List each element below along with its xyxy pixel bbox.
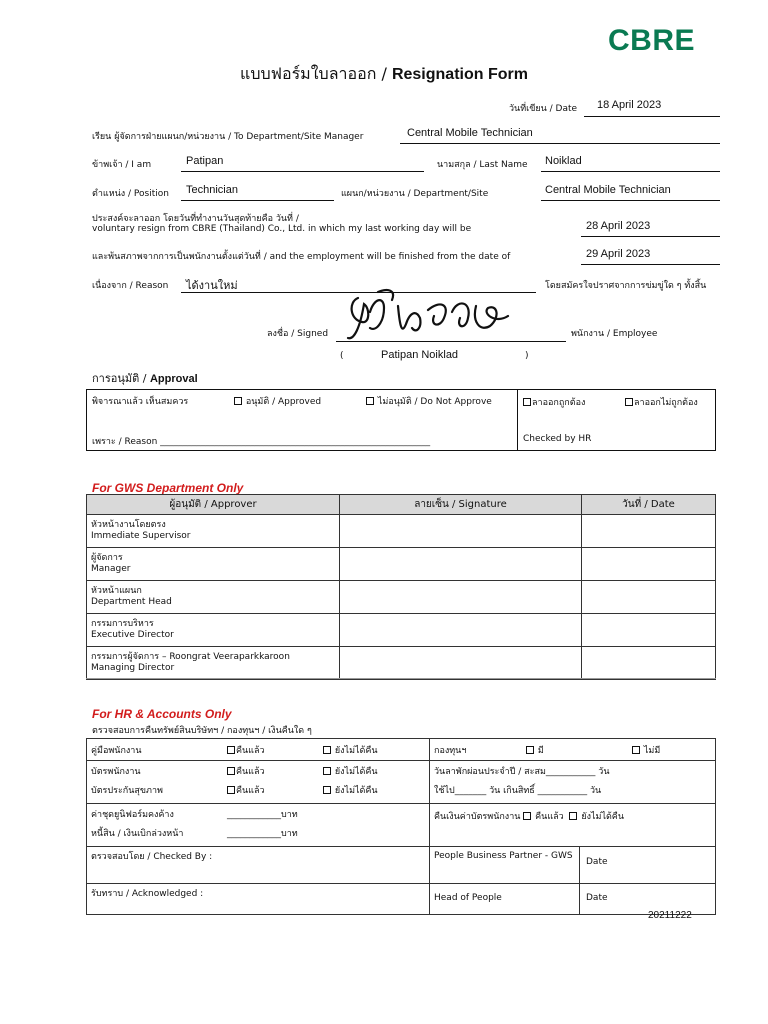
- table-row: [87, 614, 716, 647]
- not-returned-checkbox[interactable]: [323, 767, 331, 775]
- approved-option[interactable]: [234, 394, 321, 408]
- fund-have-option[interactable]: [526, 743, 632, 757]
- checked-by-cell[interactable]: [87, 847, 430, 884]
- table-row: [87, 761, 716, 804]
- card-refund-returned-text: คืนแล้ว: [535, 812, 564, 822]
- acknowledged-cell[interactable]: [87, 884, 430, 915]
- approver-thai: ผู้จัดการ: [91, 553, 123, 563]
- last-day-value[interactable]: 28 April 2023: [586, 220, 651, 232]
- not-returned-text: ยังไม่ได้คืน: [334, 767, 378, 777]
- voluntary-note: โดยสมัครใจปราศจากการข่มขู่ใด ๆ ทั้งสิ้น: [545, 281, 707, 291]
- date-cell[interactable]: [582, 647, 716, 680]
- approver-cell: [87, 548, 340, 581]
- leave-cell: [430, 761, 716, 804]
- signature-cell[interactable]: [340, 647, 582, 680]
- cbre-logo: CBRE: [608, 24, 696, 57]
- not-returned-checkbox[interactable]: [323, 746, 331, 754]
- position-label: ตำแหน่ง / Position: [92, 189, 169, 199]
- consider-label: พิจารณาแล้ว เห็นสมควร: [92, 397, 189, 407]
- not-returned-option[interactable]: [323, 767, 378, 777]
- position-underline: [181, 200, 334, 201]
- fund-have-text: มี: [537, 745, 544, 756]
- debt-label: หนี้สิน / เงินเบิกล่วงหน้า: [91, 829, 184, 839]
- i-am-underline: [181, 171, 424, 172]
- department-underline: [541, 200, 720, 201]
- approval-heading-english: Approval: [149, 373, 198, 385]
- card-refund-not-returned-text: ยังไม่ได้คืน: [581, 812, 624, 822]
- date-value[interactable]: 18 April 2023: [597, 99, 662, 111]
- approval-divider: [517, 389, 518, 451]
- resign-incorrect-text: ลาออกไม่ถูกต้อง: [634, 398, 698, 408]
- signature-underline: [336, 341, 566, 342]
- to-underline: [400, 143, 720, 144]
- signature-cell[interactable]: [340, 548, 582, 581]
- resign-correct-text: ลาออกถูกต้อง: [532, 398, 586, 408]
- fund-not-have-text: ไม่มี: [643, 745, 661, 756]
- signer-printed-name: Patipan Noiklad: [381, 349, 459, 361]
- approver-header: ผู้อนุมัติ / Approver: [87, 495, 340, 515]
- to-label: เรียน ผู้จัดการฝ่ายแผนก/หน่วยงาน / To Department/Site Manager: [92, 132, 364, 142]
- uniform-label: ค่าชุดยูนิฟอร์มคงค้าง: [91, 810, 174, 820]
- approval-reason-line[interactable]: เพราะ / Reason ____________________________________________________________: [92, 437, 431, 447]
- date-cell[interactable]: [582, 581, 716, 614]
- used-leave-line[interactable]: ใช้ไป_______ วัน เกินสิทธิ์ ___________ วัน: [434, 786, 602, 796]
- resign-incorrect-option[interactable]: [625, 395, 698, 409]
- signed-label: ลงชื่อ / Signed: [267, 329, 329, 339]
- gws-heading: For GWS Department Only: [92, 481, 244, 495]
- returned-checkbox[interactable]: [227, 786, 235, 794]
- annual-leave-line[interactable]: วันลาพักผ่อนประจำปี / สะสม___________ วัน: [434, 767, 610, 777]
- not-approved-option[interactable]: [366, 394, 492, 408]
- last-name-underline: [541, 171, 720, 172]
- approver-english: Executive Director: [91, 630, 174, 640]
- date-cell[interactable]: [582, 614, 716, 647]
- checked-by-label: ตรวจสอบโดย / Checked By :: [91, 852, 213, 862]
- uniform-amount[interactable]: ____________บาท: [227, 810, 298, 820]
- signature-cell[interactable]: [340, 614, 582, 647]
- date-header: วันที่ / Date: [582, 495, 716, 515]
- last-name-label: นามสกุล / Last Name: [437, 160, 528, 170]
- name-close-paren: ): [525, 351, 529, 361]
- date-cell[interactable]: [582, 548, 716, 581]
- returned-checkbox[interactable]: [227, 746, 235, 754]
- signature-cell[interactable]: [340, 515, 582, 548]
- approved-text: อนุมัติ / Approved: [245, 397, 322, 407]
- returned-text: คืนแล้ว: [236, 745, 265, 756]
- approver-thai: หัวหน้างานโดยตรง: [91, 520, 166, 530]
- signature-cell[interactable]: [340, 581, 582, 614]
- debts-cell: [87, 804, 430, 847]
- title-english: Resignation Form: [391, 66, 528, 83]
- department-label: แผนก/หน่วยงาน / Department/Site: [341, 189, 489, 199]
- fund-cell: [430, 739, 716, 761]
- table-row: [87, 647, 716, 680]
- fund-have-checkbox[interactable]: [526, 746, 534, 754]
- approver-thai: กรรมการบริหาร: [91, 619, 154, 629]
- card-refund-cell: [430, 804, 716, 847]
- table-row: [87, 847, 716, 884]
- approver-cell: [87, 515, 340, 548]
- not-approved-checkbox[interactable]: [366, 397, 374, 405]
- card-refund-returned-option[interactable]: [523, 812, 563, 822]
- table-row: [87, 884, 716, 915]
- not-returned-option[interactable]: [323, 786, 378, 796]
- health-card-label: บัตรประกันสุขภาพ: [91, 786, 163, 796]
- employee-card-label: บัตรพนักงาน: [91, 767, 141, 777]
- approver-cell: [87, 581, 340, 614]
- approver-cell: [87, 647, 340, 680]
- resign-line-english: voluntary resign from CBRE (Thailand) Co., Ltd. in which my last working day will be: [92, 224, 472, 234]
- date-cell[interactable]: [582, 515, 716, 548]
- not-returned-text: ยังไม่ได้คืน: [334, 786, 378, 796]
- department-value[interactable]: Central Mobile Technician: [545, 184, 671, 196]
- resign-incorrect-checkbox[interactable]: [625, 398, 633, 406]
- i-am-label: ข้าพเจ้า / I am: [92, 160, 152, 170]
- hr-heading: For HR & Accounts Only: [92, 707, 232, 721]
- last-name-value[interactable]: Noiklad: [545, 155, 582, 167]
- name-open-paren: (: [340, 351, 344, 361]
- reason-label: เนื่องจาก / Reason: [92, 281, 169, 291]
- returned-text: คืนแล้ว: [236, 786, 265, 796]
- card-refund-label: คืนเงินค่าบัตรพนักงาน: [434, 812, 521, 822]
- hr-table: [86, 738, 716, 915]
- not-approved-text: ไม่อนุมัติ / Do Not Approve: [377, 397, 492, 407]
- not-returned-checkbox[interactable]: [323, 786, 331, 794]
- gws-header-row: [87, 495, 716, 515]
- last-day-underline: [581, 236, 720, 237]
- form-title: [0, 62, 768, 87]
- handwritten-signature: [340, 288, 520, 343]
- approver-thai: กรรมการผู้จัดการ – Roongrat Veeraparkkaroon: [91, 652, 290, 662]
- pbp-date-label[interactable]: Date: [586, 857, 608, 867]
- approved-checkbox[interactable]: [234, 397, 242, 405]
- resign-correct-option[interactable]: [523, 395, 585, 409]
- approver-thai: หัวหน้าแผนก: [91, 586, 142, 596]
- employment-end-value[interactable]: 29 April 2023: [586, 248, 651, 260]
- returned-option[interactable]: [227, 782, 323, 801]
- to-value[interactable]: Central Mobile Technician: [407, 127, 533, 139]
- acknowledged-label: รับทราบ / Acknowledged :: [91, 889, 204, 899]
- returned-text: คืนแล้ว: [236, 767, 265, 777]
- returned-checkbox[interactable]: [227, 767, 235, 775]
- fund-not-have-checkbox[interactable]: [632, 746, 640, 754]
- checked-by-hr: Checked by HR: [523, 434, 592, 444]
- date-label: วันที่เขียน / Date: [509, 104, 578, 114]
- resign-line-thai: ประสงค์จะลาออก โดยวันที่ทำงานวันสุดท้ายคือ วันที่ /: [92, 214, 299, 224]
- table-row: [87, 548, 716, 581]
- signature-header: ลายเซ็น / Signature: [340, 495, 582, 515]
- debt-amount[interactable]: ____________บาท: [227, 829, 298, 839]
- handbook-cell: [87, 739, 430, 761]
- date-underline: [584, 116, 720, 117]
- gws-approver-table: [86, 494, 716, 680]
- resign-correct-checkbox[interactable]: [523, 398, 531, 406]
- head-people-label: Head of People: [430, 884, 580, 914]
- not-returned-option[interactable]: [323, 746, 378, 756]
- employee-label: พนักงาน / Employee: [571, 329, 658, 339]
- table-row: [87, 515, 716, 548]
- card-refund-returned-checkbox[interactable]: [523, 812, 531, 820]
- returned-option[interactable]: [227, 763, 323, 782]
- reason-value[interactable]: ได้งานใหม่: [186, 280, 238, 292]
- fund-not-have-option[interactable]: [632, 746, 660, 756]
- cards-cell: [87, 761, 430, 804]
- i-am-value[interactable]: Patipan: [186, 155, 224, 167]
- fund-label: กองทุนฯ: [434, 745, 467, 756]
- hr-subheading: ตรวจสอบการคืนทรัพย์สินบริษัทฯ / กองทุนฯ / เงินคืนใด ๆ: [92, 726, 312, 736]
- card-refund-not-returned-option[interactable]: [569, 812, 624, 822]
- approval-heading: [92, 369, 198, 387]
- card-refund-not-returned-checkbox[interactable]: [569, 812, 577, 820]
- approver-english: Managing Director: [91, 663, 175, 673]
- table-row: [87, 739, 716, 761]
- employment-end-underline: [581, 264, 720, 265]
- returned-option[interactable]: [227, 743, 323, 757]
- title-thai: แบบฟอร์มใบลาออก /: [240, 64, 392, 83]
- approver-cell: [87, 614, 340, 647]
- not-returned-text: ยังไม่ได้คืน: [334, 745, 378, 756]
- employment-end-line: และพ้นสภาพจากการเป็นพนักงานตั้งแต่วันที่ / and the employment will be finished from the date of: [92, 252, 511, 262]
- section-divider: [86, 678, 716, 679]
- approver-english: Manager: [91, 564, 131, 574]
- approver-english: Department Head: [91, 597, 172, 607]
- handbook-label: คู่มือพนักงาน: [91, 745, 142, 756]
- head-people-date-label[interactable]: Date: [586, 893, 608, 903]
- approval-heading-thai: การอนุมัติ /: [92, 372, 150, 385]
- table-row: [87, 804, 716, 847]
- approver-english: Immediate Supervisor: [91, 531, 191, 541]
- pbp-cell: [430, 847, 716, 884]
- position-value[interactable]: Technician: [186, 184, 238, 196]
- pbp-label: People Business Partner - GWS: [430, 847, 580, 883]
- document-code: 20211222: [648, 910, 692, 921]
- table-row: [87, 581, 716, 614]
